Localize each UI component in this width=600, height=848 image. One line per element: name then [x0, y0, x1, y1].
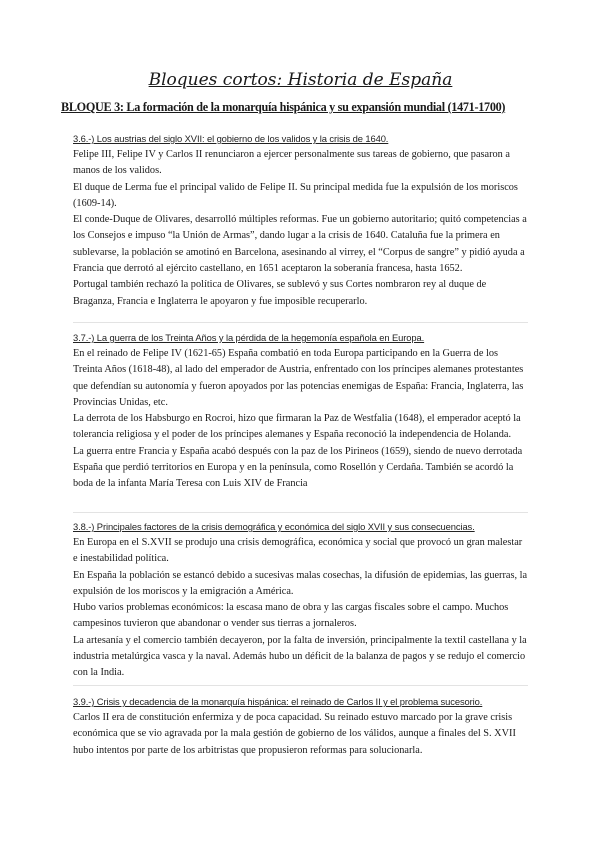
- paragraph: El conde-Duque de Olivares, desarrolló múltiples reformas. Fue un gobierno autoritario; quitó competencias a los Consejos e impuso “la Unión de Armas”, dando lugar a la crisis de 1640. Cataluña fue la primera en sublevarse, la población se amotinó en Barcelona, asesinando al virrey, el “Corpus de sangre” y pidió ayuda a Francia que derrotó al ejército castellano, en 1651 aceptaron la soberanía francesa, hasta 1652.: [73, 214, 527, 275]
- section-divider: [73, 512, 528, 513]
- paragraph: Felipe III, Felipe IV y Carlos II renunciaron a ejercer personalmente sus tareas de gobierno, que pasaron a manos de los validos.: [73, 149, 510, 177]
- paragraph: La artesanía y el comercio también decayeron, por la falta de inversión, principalmente la textil castellana y la industria metalúrgica vasca y la naval. Además hubo un déficit de la balanza de pagos y se redujo el comercio con la India.: [73, 634, 527, 679]
- section-3-6: [73, 131, 528, 310]
- section-heading: 3.7.-) La guerra de los Treinta Años y la pérdida de la hegemonía española en Europa.: [73, 332, 425, 343]
- document-title: Bloques cortos: Historia de España: [148, 70, 453, 90]
- section-divider: [73, 322, 528, 323]
- paragraph: Carlos II era de constitución enfermiza y de poca capacidad. Su reinado estuvo marcado por la grave crisis económica que se vio agravada por la mala gestión de gobierno de los válidos, aunque a finales del S. XVII hubo intentos por parte de los arbitristas que propusieron reformas para solucionarla.: [73, 712, 516, 756]
- paragraph: La guerra entre Francia y España acabó después con la paz de los Pirineos (1659), siendo de nuevo derrotada España que perdió territorios en Europa y en la península, como Rosellón y Cerdaña. También se acordó la boda de la infanta María Teresa con Luis XIV de Francia: [73, 445, 523, 490]
- section-heading: 3.8.-) Principales factores de la crisis demográfica y económica del siglo XVII y sus consecuencias.: [73, 521, 475, 532]
- bloque-heading: BLOQUE 3: La formación de la monarquía hispánica y su expansión mundial (1471-1700): [61, 100, 506, 114]
- section-3-8: [73, 519, 528, 682]
- section-3-7: [73, 330, 528, 493]
- paragraph: Hubo varios problemas económicos: la escasa mano de obra y las cargas fiscales sobre el campo. Muchos campesinos tuvieron que abandonar o vender sus tierras a jornaleros.: [73, 602, 509, 630]
- section-3-9: [73, 694, 528, 759]
- section-divider: [73, 685, 528, 686]
- paragraph: En España la población se estancó debido a sucesivas malas cosechas, la difusión de epidemias, las guerras, la expulsión de los moriscos y la emigración a América.: [73, 569, 528, 597]
- paragraph: La derrota de los Habsburgo en Rocroi, hizo que firmaran la Paz de Westfalia (1648), el emperador aceptó la tolerancia religiosa y el poder de los príncipes alemanes y España reconoció la independencia de Holanda.: [73, 413, 521, 441]
- paragraph: Portugal también rechazó la política de Olivares, se sublevó y sus Cortes nombraron rey al duque de Braganza, Francia e Inglaterra le apoyaron y fue imposible recuperarlo.: [73, 279, 487, 307]
- paragraph: En Europa en el S.XVII se produjo una crisis demográfica, económica y social que provocó un gran malestar e inestabilidad política.: [73, 537, 523, 565]
- section-heading: 3.9.-) Crisis y decadencia de la monarquía hispánica: el reinado de Carlos II y el problema sucesorio.: [73, 696, 483, 707]
- section-heading: 3.6.-) Los austrias del siglo XVII: el gobierno de los validos y la crisis de 1640.: [73, 133, 389, 144]
- paragraph: En el reinado de Felipe IV (1621-65) España combatió en toda Europa participando en la Guerra de los Treinta Años (1618-48), al lado del emperador de Austria, enfrentado con los príncipes alemanes protestantes que defendían su autonomía y fueron apoyados por las potencias enemigas de España: Francia, Inglaterra, las Provincias Unidas, etc.: [73, 348, 524, 408]
- paragraph: El duque de Lerma fue el principal valido de Felipe II. Su principal medida fue la expulsión de los moriscos (1609-14).: [73, 181, 518, 209]
